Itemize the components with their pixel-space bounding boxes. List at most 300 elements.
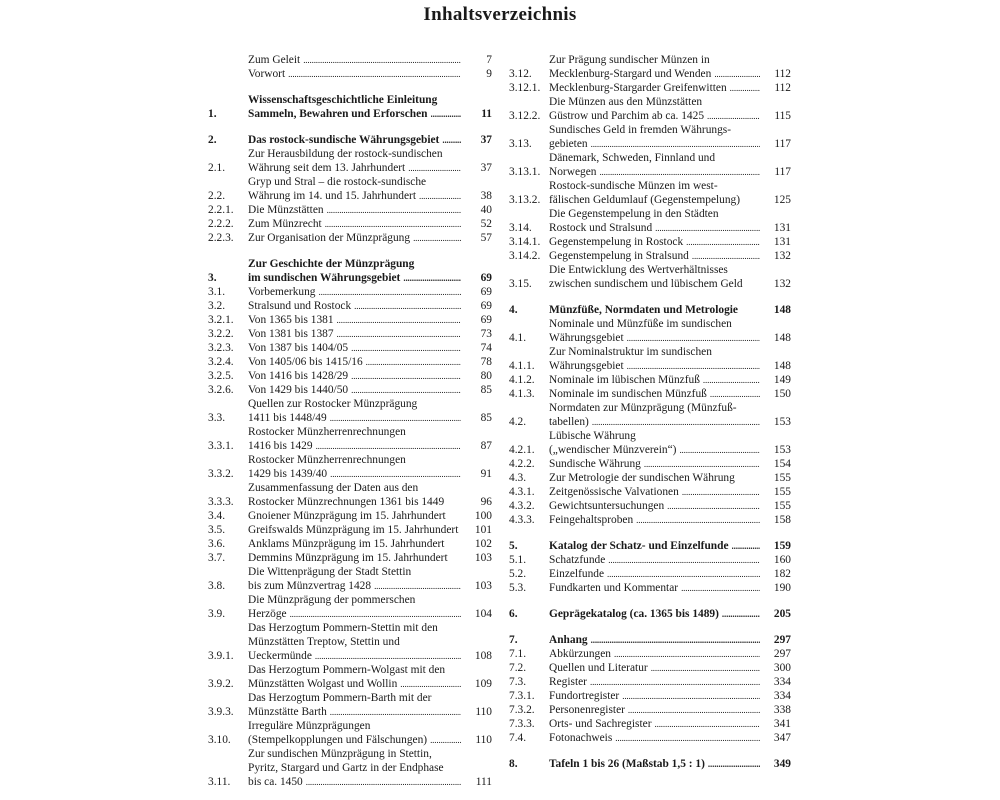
toc-entry-number: 2.2.3. xyxy=(208,232,234,244)
toc-entry-page: 110 xyxy=(475,706,492,718)
toc-entry xyxy=(509,303,791,317)
toc-entry xyxy=(509,633,791,647)
toc-entry-number: 3.10. xyxy=(208,734,231,746)
toc-entry-page: 73 xyxy=(480,328,492,340)
toc-entry-page: 109 xyxy=(474,678,492,690)
toc-entry xyxy=(509,207,791,235)
dot-leader xyxy=(627,359,760,373)
toc-entry-title: Normdaten zur Münzprägung (Münzfuß- xyxy=(549,402,737,414)
toc-entry-page: 108 xyxy=(474,650,492,662)
toc-entry-page: 349 xyxy=(773,758,791,770)
toc-entry-page: 37 xyxy=(480,162,492,174)
toc-entry-title: Anhang xyxy=(549,634,588,646)
toc-entry-number: 7. xyxy=(509,634,518,646)
toc-entry xyxy=(208,53,492,67)
toc-entry-page: 96 xyxy=(480,496,492,508)
toc-entry-title: Vorbemerkung xyxy=(248,286,316,298)
toc-entry-title: Zur Herausbildung der rostock-sundischen xyxy=(248,148,443,160)
toc-entry-number: 3.5. xyxy=(208,524,226,536)
toc-entry-page: 153 xyxy=(773,416,791,428)
toc-entry-number: 3.9.2. xyxy=(208,678,234,690)
toc-entry xyxy=(509,689,791,703)
toc-entry-title: Zur Prägung sundischer Münzen in xyxy=(549,54,710,66)
toc-entry-number: 3.13. xyxy=(509,138,532,150)
dot-leader xyxy=(431,107,461,121)
toc-entry-number: 7.3.1. xyxy=(509,690,535,702)
toc-entry xyxy=(208,509,492,523)
dot-leader xyxy=(590,675,760,689)
toc-entry-number: 3.14.2. xyxy=(509,250,541,262)
toc-entry-title: Fundortregister xyxy=(549,690,620,702)
toc-entry-title: Zur sundischen Münzprägung in Stettin, xyxy=(248,748,432,760)
toc-entry-title: zwischen sundischem und lübischem Geld xyxy=(549,278,743,290)
toc-entry-title: Gewichtsuntersuchungen xyxy=(549,500,665,512)
toc-entry-page: 149 xyxy=(773,374,791,386)
toc-entry-title: Münzfüße, Normdaten und Metrologie xyxy=(549,304,738,316)
toc-entry xyxy=(509,373,791,387)
dot-leader xyxy=(430,733,461,747)
toc-entry-title: Währung seit dem 13. Jahrhundert xyxy=(248,162,406,174)
toc-entry-title: Rostock und Stralsund xyxy=(549,222,653,234)
toc-entry xyxy=(509,539,791,553)
toc-entry-number: 3.11. xyxy=(208,776,231,788)
toc-entry-page: 131 xyxy=(773,222,791,234)
toc-entry-title: Von 1381 bis 1387 xyxy=(248,328,334,340)
toc-entry-number: 3.9.1. xyxy=(208,650,234,662)
toc-entry xyxy=(509,607,791,621)
toc-entry-title: Währung im 14. und 15. Jahrhundert xyxy=(248,190,416,202)
toc-entry xyxy=(208,397,492,425)
toc-entry-page: 80 xyxy=(480,370,492,382)
dot-leader xyxy=(667,499,760,513)
toc-entry xyxy=(208,663,492,691)
toc-entry xyxy=(208,217,492,231)
dot-leader xyxy=(354,299,461,313)
toc-entry-number: 5. xyxy=(509,540,518,552)
toc-entry-title: Herzöge xyxy=(248,608,287,620)
toc-entry-number: 3.2.4. xyxy=(208,356,234,368)
toc-entry-title: Ueckermünde xyxy=(248,650,312,662)
toc-entry-title: Quellen zur Rostocker Münzprägung xyxy=(248,398,418,410)
toc-entry-page: 334 xyxy=(773,690,791,702)
toc-entry xyxy=(509,123,791,151)
toc-entry-title: Demmins Münzprägung im 15. Jahrhundert xyxy=(248,552,448,564)
toc-entry-number: 3.14. xyxy=(509,222,532,234)
toc-entry-title: Von 1429 bis 1440/50 xyxy=(248,384,349,396)
toc-entry xyxy=(509,553,791,567)
dot-leader xyxy=(408,161,461,175)
toc-entry-title: Nominale und Münzfüße im sundischen xyxy=(549,318,732,330)
toc-entry-title: Münzstätte Barth xyxy=(248,706,327,718)
dot-leader xyxy=(351,369,461,383)
toc-entry-title: Feingehaltsproben xyxy=(549,514,634,526)
toc-entry-title: Wissenschaftsgeschichtliche Einleitung xyxy=(248,94,438,106)
toc-entry-number: 3.1. xyxy=(208,286,226,298)
toc-entry-title: 1411 bis 1448/49 xyxy=(248,412,327,424)
dot-leader xyxy=(319,285,462,299)
toc-entry xyxy=(208,719,492,747)
toc-entry xyxy=(509,703,791,717)
toc-entry xyxy=(208,425,492,453)
toc-entry-page: 341 xyxy=(773,718,791,730)
toc-entry-title: Sammeln, Bewahren und Erforschen xyxy=(248,108,428,120)
toc-entry xyxy=(509,717,791,731)
toc-entry-page: 117 xyxy=(774,166,791,178)
toc-entry-number: 3.7. xyxy=(208,552,226,564)
dot-leader xyxy=(686,235,760,249)
toc-entry-title: Mecklenburg-Stargard und Wenden xyxy=(549,68,712,80)
toc-entry-number: 3.14.1. xyxy=(509,236,541,248)
toc-entry-page: 110 xyxy=(475,734,492,746)
dot-leader xyxy=(330,467,461,481)
toc-entry-title: Einzelfunde xyxy=(549,568,605,580)
toc-entry-page: 40 xyxy=(480,204,492,216)
toc-entry-title: 1416 bis 1429 xyxy=(248,440,313,452)
dot-leader xyxy=(599,165,760,179)
toc-entry-title: Abkürzungen xyxy=(549,648,611,660)
toc-entry-page: 148 xyxy=(773,360,791,372)
toc-entry xyxy=(208,175,492,203)
toc-entry-title: Rostocker Münzherrenrechnungen xyxy=(248,426,406,438)
toc-entry-title: 1429 bis 1439/40 xyxy=(248,468,328,480)
dot-leader xyxy=(400,677,461,691)
dot-leader xyxy=(351,383,461,397)
toc-entry xyxy=(208,691,492,719)
toc-entry-page: 101 xyxy=(474,524,492,536)
dot-leader xyxy=(703,373,760,387)
toc-entry xyxy=(208,523,492,537)
toc-entry-page: 190 xyxy=(773,582,791,594)
dot-leader xyxy=(306,775,461,789)
toc-entry-title: Die Münzen aus den Münzstätten xyxy=(549,96,703,108)
dot-leader xyxy=(708,757,760,771)
toc-entry-title: Währungsgebiet xyxy=(549,360,624,372)
toc-entry-number: 4.2. xyxy=(509,416,527,428)
dot-leader xyxy=(681,581,760,595)
dot-leader xyxy=(366,355,461,369)
toc-entry-page: 158 xyxy=(773,514,791,526)
toc-entry xyxy=(509,345,791,373)
toc-entry-page: 132 xyxy=(773,250,791,262)
dot-leader xyxy=(682,485,760,499)
toc-entry-page: 103 xyxy=(474,580,492,592)
toc-entry-title: Die Münzprägung der pommerschen xyxy=(248,594,416,606)
toc-entry-title: Von 1365 bis 1381 xyxy=(248,314,334,326)
toc-entry-number: 5.1. xyxy=(509,554,527,566)
toc-entry-number: 3.2. xyxy=(208,300,226,312)
toc-entry xyxy=(208,147,492,175)
toc-entry-page: 154 xyxy=(773,458,791,470)
toc-entry-number: 7.3.2. xyxy=(509,704,535,716)
toc-entry-number: 4.1. xyxy=(509,332,527,344)
toc-entry-number: 3.2.6. xyxy=(208,384,234,396)
toc-entry-number: 3.12. xyxy=(509,68,532,80)
toc-entry-title: Gryp und Stral – die rostock-sundische xyxy=(248,176,427,188)
dot-leader xyxy=(327,203,461,217)
toc-entry-title: Norwegen xyxy=(549,166,597,178)
toc-entry-number: 4.2.2. xyxy=(509,458,535,470)
toc-entry-page: 37 xyxy=(480,134,492,146)
toc-entry xyxy=(509,317,791,345)
toc-entry-title: Irreguläre Münzprägungen xyxy=(248,720,371,732)
toc-entry-page: 57 xyxy=(480,232,492,244)
toc-entry xyxy=(208,369,492,383)
toc-entry-number: 7.1. xyxy=(509,648,527,660)
toc-entry-number: 3.9.3. xyxy=(208,706,234,718)
toc-entry-page: 297 xyxy=(773,648,791,660)
toc-entry-number: 4.1.3. xyxy=(509,388,535,400)
toc-entry-page: 91 xyxy=(480,468,492,480)
toc-entry-number: 3.12.2. xyxy=(509,110,541,122)
toc-entry-number: 3.2.2. xyxy=(208,328,234,340)
toc-entry-title: Pyritz, Stargard und Gartz in der Endphase xyxy=(248,762,444,774)
toc-entry-number: 3.3. xyxy=(208,412,226,424)
toc-entry xyxy=(208,341,492,355)
dot-leader xyxy=(735,471,763,485)
toc-entry-page: 85 xyxy=(480,412,492,424)
toc-entry-number: 3.15. xyxy=(509,278,532,290)
toc-entry-page: 11 xyxy=(481,108,492,120)
toc-entry-title: Die Wittenprägung der Stadt Stettin xyxy=(248,566,412,578)
dot-leader xyxy=(442,133,461,147)
dot-leader xyxy=(351,341,461,355)
dot-leader xyxy=(627,331,760,345)
toc-entry xyxy=(509,53,791,81)
toc-entry xyxy=(509,249,791,263)
toc-entry-title: Fundkarten und Kommentar xyxy=(549,582,679,594)
toc-entry-title: Nominale im sundischen Münzfuß xyxy=(549,388,707,400)
dot-leader xyxy=(622,689,760,703)
toc-entry xyxy=(509,567,791,581)
dot-leader xyxy=(444,537,464,551)
toc-entry xyxy=(509,95,791,123)
dot-leader xyxy=(592,415,760,429)
toc-entry-title: Dänemark, Schweden, Finnland und xyxy=(549,152,716,164)
dot-leader xyxy=(374,579,461,593)
toc-entry xyxy=(509,401,791,429)
toc-entry-page: 125 xyxy=(773,194,791,206)
toc-entry-title: Rostocker Münzrechnungen 1361 bis 1449 xyxy=(248,496,445,508)
toc-entry xyxy=(509,513,791,527)
toc-entry-page: 74 xyxy=(480,342,492,354)
toc-entry-page: 300 xyxy=(773,662,791,674)
toc-entry xyxy=(509,387,791,401)
toc-entry-number: 3.4. xyxy=(208,510,226,522)
dot-leader xyxy=(444,495,464,509)
toc-entry-title: Stralsund und Rostock xyxy=(248,300,352,312)
toc-entry-title: Zeitgenössische Valvationen xyxy=(549,486,679,498)
toc-entry xyxy=(208,551,492,565)
dot-leader xyxy=(614,647,760,661)
dot-leader xyxy=(679,443,760,457)
toc-entry-title: Greifswalds Münzprägung im 15. Jahrhundert xyxy=(248,524,459,536)
dot-leader xyxy=(710,387,760,401)
toc-entry-title: („wendischer Münzverein“) xyxy=(549,444,677,456)
toc-entry-page: 115 xyxy=(774,110,791,122)
toc-entry-title: Zusammenfassung der Daten aus den xyxy=(248,482,419,494)
toc-entry-page: 297 xyxy=(773,634,791,646)
dot-leader xyxy=(337,327,461,341)
toc-entry-title: Münzstätten Wolgast und Wollin xyxy=(248,678,398,690)
toc-entry xyxy=(208,593,492,621)
toc-entry xyxy=(509,581,791,595)
toc-entry-number: 4.3.2. xyxy=(509,500,535,512)
toc-entry-page: 100 xyxy=(474,510,492,522)
toc-entry-number: 3.13.2. xyxy=(509,194,541,206)
dot-leader xyxy=(303,53,461,67)
toc-entry-page: 153 xyxy=(773,444,791,456)
toc-entry xyxy=(509,731,791,745)
toc-entry-number: 7.3. xyxy=(509,676,527,688)
toc-entry-title: Von 1387 bis 1404/05 xyxy=(248,342,349,354)
toc-entry-page: 205 xyxy=(773,608,791,620)
toc-entry xyxy=(208,203,492,217)
toc-entry-title: Sundische Währung xyxy=(549,458,641,470)
toc-entry-page: 159 xyxy=(773,540,791,552)
toc-entry-number: 2.1. xyxy=(208,162,226,174)
toc-entry-title: Zur Metrologie der sundischen Währung xyxy=(549,472,735,484)
toc-entry-number: 2.2.1. xyxy=(208,204,234,216)
toc-entry-number: 6. xyxy=(509,608,518,620)
toc-entry-page: 69 xyxy=(480,272,492,284)
toc-entry-page: 155 xyxy=(773,486,791,498)
toc-entry-title: Schatzfunde xyxy=(549,554,606,566)
toc-entry-page: 148 xyxy=(773,304,791,316)
toc-entry-title: Zum Geleit xyxy=(248,54,301,66)
toc-entry-page: 69 xyxy=(480,314,492,326)
toc-entry-title: Quellen und Literatur xyxy=(549,662,648,674)
toc-column-left xyxy=(208,53,492,789)
toc-entry xyxy=(509,263,791,291)
toc-entry xyxy=(509,661,791,675)
toc-entry-number: 4.3.3. xyxy=(509,514,535,526)
toc-entry-page: 132 xyxy=(773,278,791,290)
toc-entry-page: 117 xyxy=(774,138,791,150)
toc-entry-title: tabellen) xyxy=(549,416,589,428)
dot-leader xyxy=(636,513,760,527)
toc-entry-number: 4. xyxy=(509,304,518,316)
toc-entry-number: 3. xyxy=(208,272,217,284)
toc-entry-title: Von 1416 bis 1428/29 xyxy=(248,370,349,382)
dot-leader xyxy=(607,567,760,581)
dot-leader xyxy=(608,553,760,567)
toc-entry-page: 69 xyxy=(480,300,492,312)
toc-entry-title: bis ca. 1450 xyxy=(248,776,303,788)
dot-leader xyxy=(446,509,464,523)
dot-leader xyxy=(591,137,760,151)
toc-entry-number: 3.2.3. xyxy=(208,342,234,354)
toc-entry-title: Das Herzogtum Pommern-Barth mit der xyxy=(248,692,432,704)
toc-entry-page: 112 xyxy=(774,68,791,80)
toc-entry xyxy=(509,81,791,95)
toc-entry-page: 182 xyxy=(773,568,791,580)
toc-entry xyxy=(208,565,492,593)
dot-leader xyxy=(740,193,763,207)
toc-entry xyxy=(208,481,492,509)
toc-entry-number: 2.2. xyxy=(208,190,226,202)
toc-entry-number: 3.3.1. xyxy=(208,440,234,452)
toc-entry-title: Vorwort xyxy=(248,68,286,80)
toc-entry-title: Gegenstempelung in Stralsund xyxy=(549,250,689,262)
toc-entry-page: 87 xyxy=(480,440,492,452)
dot-leader xyxy=(330,411,461,425)
toc-entry xyxy=(509,485,791,499)
toc-entry-number: 3.6. xyxy=(208,538,226,550)
toc-entry xyxy=(208,257,492,285)
dot-leader xyxy=(337,313,461,327)
toc-entry-title: Das Herzogtum Pommern-Stettin mit den xyxy=(248,622,438,634)
toc-entry xyxy=(509,151,791,179)
dot-leader xyxy=(655,717,761,731)
toc-entry-title: Nominale im lübischen Münzfuß xyxy=(549,374,700,386)
dot-leader xyxy=(722,607,760,621)
toc-entry xyxy=(208,133,492,147)
toc-entry-title: Die Gegenstempelung in den Städten xyxy=(549,208,719,220)
toc-entry-title: Anklams Münzprägung im 15. Jahrhundert xyxy=(248,538,445,550)
toc-entry-title: Fotonachweis xyxy=(549,732,613,744)
toc-column-right xyxy=(509,53,791,771)
toc-entry-title: Rostock-sundische Münzen im west- xyxy=(549,180,718,192)
dot-leader xyxy=(325,217,461,231)
toc-entry xyxy=(208,93,492,121)
dot-leader xyxy=(644,457,760,471)
toc-entry-number: 8. xyxy=(509,758,518,770)
toc-entry-page: 155 xyxy=(773,472,791,484)
toc-entry-title: Zur Organisation der Münzprägung xyxy=(248,232,411,244)
toc-entry-number: 4.2.1. xyxy=(509,444,535,456)
toc-entry-page: 160 xyxy=(773,554,791,566)
toc-entry-number: 5.3. xyxy=(509,582,527,594)
dot-leader xyxy=(316,439,461,453)
toc-entry-page: 334 xyxy=(773,676,791,688)
toc-entry-title: Zum Münzrecht xyxy=(248,218,322,230)
dot-leader xyxy=(655,221,760,235)
toc-entry-number: 7.3.3. xyxy=(509,718,535,730)
toc-entry xyxy=(509,429,791,457)
toc-entry xyxy=(509,179,791,207)
toc-entry-title: Das rostock-sundische Währungsgebiet xyxy=(248,134,440,146)
toc-entry xyxy=(208,355,492,369)
toc-entry-page: 102 xyxy=(474,538,492,550)
dot-leader xyxy=(403,271,461,285)
toc-entry xyxy=(208,285,492,299)
toc-entry xyxy=(208,67,492,81)
dot-leader xyxy=(290,607,461,621)
toc-entry-title: Lübische Währung xyxy=(549,430,636,442)
dot-leader xyxy=(315,649,461,663)
toc-entry-title: Geprägekatalog (ca. 1365 bis 1489) xyxy=(549,608,719,620)
toc-entry-number: 2. xyxy=(208,134,217,146)
toc-entry-title: Von 1405/06 bis 1415/16 xyxy=(248,356,363,368)
toc-entry-number: 4.3. xyxy=(509,472,527,484)
toc-entry xyxy=(208,313,492,327)
toc-entry-page: 85 xyxy=(480,384,492,396)
toc-entry-title: Register xyxy=(549,676,587,688)
dot-leader xyxy=(743,277,763,291)
toc-entry xyxy=(509,675,791,689)
dot-leader xyxy=(692,249,760,263)
toc-entry-number: 3.3.2. xyxy=(208,468,234,480)
toc-entry-page: 150 xyxy=(773,388,791,400)
toc-entry-title: Tafeln 1 bis 26 (Maßstab 1,5 : 1) xyxy=(549,758,705,770)
toc-entry-title: Münzstätten Treptow, Stettin und xyxy=(248,636,400,648)
toc-entry-page: 52 xyxy=(480,218,492,230)
toc-entry-title: Orts- und Sachregister xyxy=(549,718,652,730)
dot-leader xyxy=(419,189,461,203)
toc-entry xyxy=(509,499,791,513)
dot-leader xyxy=(732,539,760,553)
dot-leader xyxy=(591,633,760,647)
